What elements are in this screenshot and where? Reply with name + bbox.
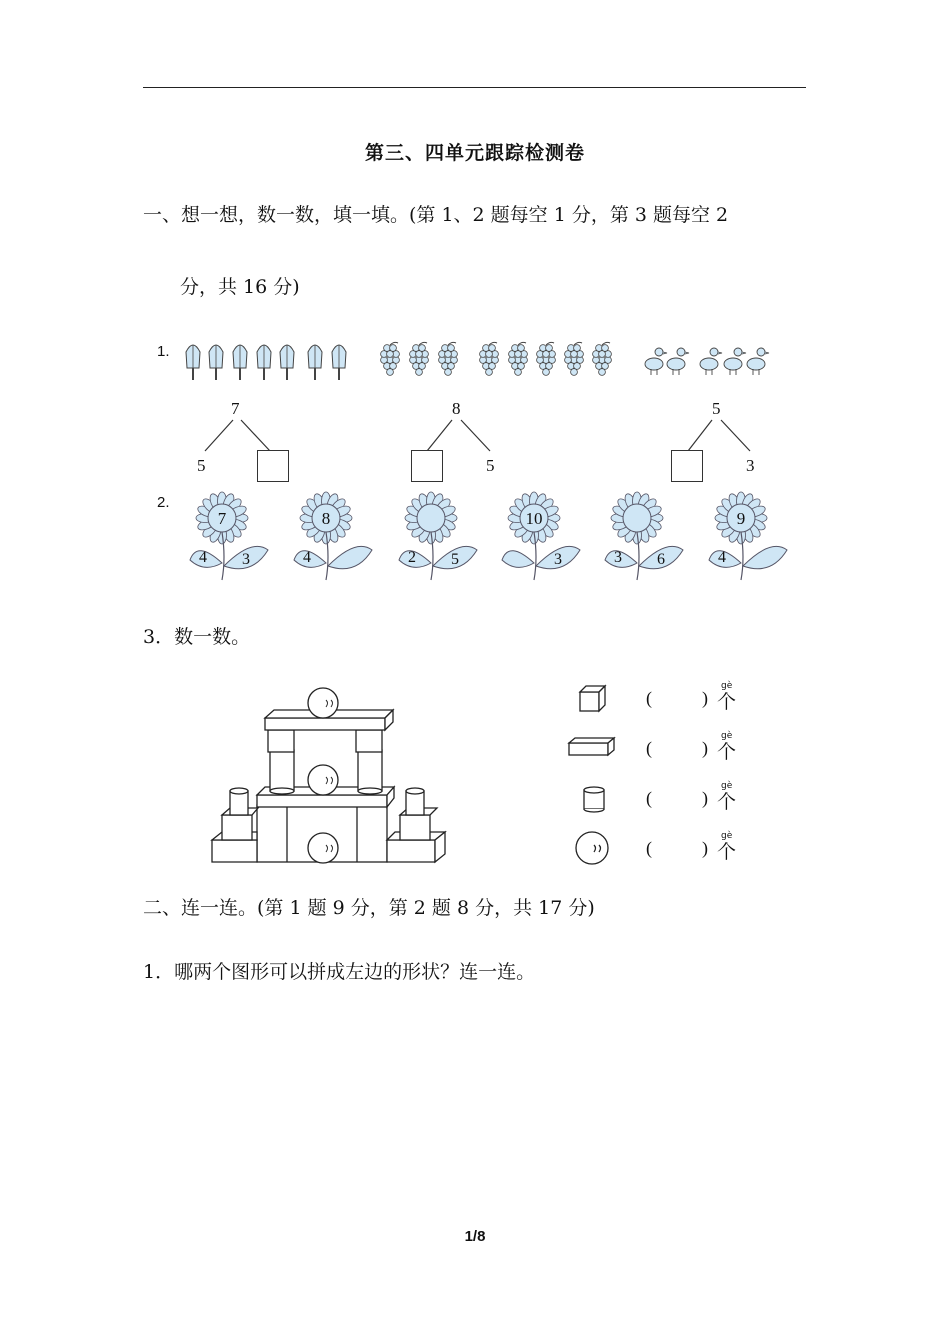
section2-q1: 1．哪两个图形可以拼成左边的形状？连一连。 xyxy=(143,961,536,983)
pinyin-ge: gè xyxy=(721,831,733,841)
bond3-right: 3 xyxy=(746,456,755,475)
unit-ge: 个 xyxy=(717,791,737,813)
flower-left-number: 2 xyxy=(408,549,416,566)
answer-paren-close: ) xyxy=(702,738,708,758)
cube-icon xyxy=(580,686,605,711)
section1-heading-line2: 分，共 16 分) xyxy=(180,276,300,298)
answer-blank[interactable] xyxy=(656,688,700,710)
answer-paren-close: ) xyxy=(702,688,708,708)
flower-right-number: 5 xyxy=(451,551,459,568)
bond2-total: 8 xyxy=(452,399,461,418)
pinyin-ge: gè xyxy=(721,681,733,691)
flower-top-number: 8 xyxy=(321,509,331,528)
page-sep: / xyxy=(472,1228,478,1245)
flower-top-number: 9 xyxy=(736,509,746,528)
bond3-total: 5 xyxy=(712,399,721,418)
flower-top-number: 7 xyxy=(217,509,227,528)
flower-right-number: 6 xyxy=(657,551,665,568)
cylinder-icon xyxy=(584,787,604,812)
pinyin-ge: gè xyxy=(721,781,733,791)
cuboid-icon xyxy=(569,738,614,755)
answer-paren-close: ) xyxy=(702,788,708,808)
flower-top-number: 10 xyxy=(525,509,543,528)
page-number xyxy=(0,1228,950,1245)
unit-ge: 个 xyxy=(717,691,737,713)
page-total: 8 xyxy=(477,1228,486,1245)
section2-heading: 二、连一连。(第 1 题 9 分，第 2 题 8 分，共 17 分) xyxy=(143,897,595,919)
pinyin-ge: gè xyxy=(721,731,733,741)
answer-paren-open: ( xyxy=(646,838,652,858)
section1-heading-line1: 一、想一想，数一数，填一填。(第 1、2 题每空 1 分，第 3 题每空 2 xyxy=(143,204,729,226)
bond1-left: 5 xyxy=(197,456,206,475)
q3-label: 3．数一数。 xyxy=(143,626,251,648)
page-current: 1 xyxy=(464,1228,473,1245)
unit-ge: 个 xyxy=(717,841,737,863)
unit-ge: 个 xyxy=(717,741,737,763)
flower-right-number: 3 xyxy=(242,551,250,568)
answer-paren-open: ( xyxy=(646,738,652,758)
answer-paren-open: ( xyxy=(646,788,652,808)
answer-paren-open: ( xyxy=(646,688,652,708)
flower-left-number: 3 xyxy=(614,549,622,566)
bond1-total: 7 xyxy=(231,399,240,418)
page-title: 第三、四单元跟踪检测卷 xyxy=(364,142,585,164)
q1-label: 1. xyxy=(157,343,170,360)
flower-right-number: 3 xyxy=(554,551,562,568)
q2-label: 2. xyxy=(157,494,170,511)
answer-blank[interactable] xyxy=(656,838,700,860)
answer-paren-close: ) xyxy=(702,838,708,858)
answer-blank[interactable] xyxy=(656,788,700,810)
answer-blank[interactable] xyxy=(656,738,700,760)
sphere-icon xyxy=(576,832,608,864)
flower-left-number: 4 xyxy=(718,549,726,566)
bond2-right: 5 xyxy=(486,456,495,475)
flower-left-number: 4 xyxy=(199,549,207,566)
flower-left-number: 4 xyxy=(303,549,311,566)
